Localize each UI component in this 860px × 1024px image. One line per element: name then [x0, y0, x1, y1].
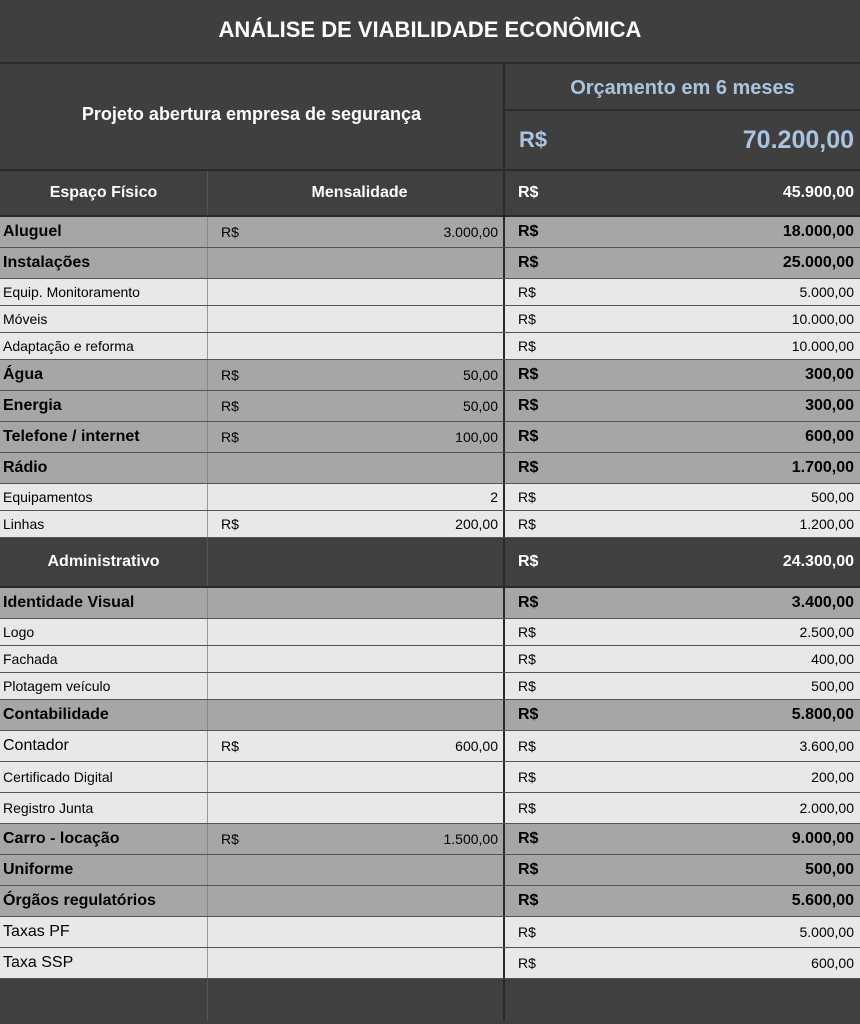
table-row	[0, 948, 860, 979]
table-row	[0, 306, 860, 333]
monthly-cell[interactable]	[208, 484, 505, 510]
item-label[interactable]: Certificado Digital	[0, 762, 208, 792]
total-value: 9.000,00	[791, 830, 854, 847]
cell[interactable]	[208, 979, 505, 1021]
monthly-cell[interactable]	[208, 731, 505, 761]
item-label[interactable]: Móveis	[0, 306, 208, 332]
table-row	[0, 248, 860, 279]
item-label[interactable]: Carro - locação	[0, 824, 208, 854]
table-row	[0, 700, 860, 731]
table-row	[0, 762, 860, 793]
total-value: 3.400,00	[791, 594, 854, 611]
total-cell[interactable]	[505, 917, 860, 947]
section-label[interactable]: Espaço Físico	[0, 171, 208, 215]
monthly-cell[interactable]	[208, 646, 505, 672]
total-value: 5.600,00	[791, 892, 854, 909]
monthly-currency: R$	[221, 224, 239, 240]
monthly-cell[interactable]	[208, 306, 505, 332]
table-row	[0, 279, 860, 306]
sheet-title: ANÁLISE DE VIABILIDADE ECONÔMICA	[0, 0, 860, 64]
table-row	[0, 588, 860, 619]
item-label[interactable]: Adaptação e reforma	[0, 333, 208, 359]
total-cell[interactable]	[505, 700, 860, 730]
table-row	[0, 855, 860, 886]
monthly-value: 200,00	[455, 516, 498, 532]
item-label[interactable]: Equipamentos	[0, 484, 208, 510]
monthly-cell[interactable]	[208, 588, 505, 618]
total-cell[interactable]	[505, 731, 860, 761]
monthly-cell[interactable]	[208, 422, 505, 452]
total-currency: R$	[518, 800, 536, 816]
total-currency: R$	[518, 594, 539, 611]
cell[interactable]	[505, 979, 860, 1021]
monthly-currency: R$	[221, 398, 239, 414]
project-title[interactable]: Projeto abertura empresa de segurança	[0, 64, 505, 169]
monthly-cell[interactable]	[208, 619, 505, 645]
item-label[interactable]: Plotagem veículo	[0, 673, 208, 699]
monthly-value: 100,00	[455, 429, 498, 445]
monthly-cell[interactable]	[208, 948, 505, 978]
total-currency: R$	[518, 892, 539, 909]
column-header-label: Mensalidade	[311, 184, 408, 201]
total-value: 5.000,00	[799, 284, 854, 300]
total-cell[interactable]	[505, 886, 860, 916]
total-currency: R$	[518, 769, 536, 785]
monthly-cell[interactable]	[208, 248, 505, 278]
monthly-value: 3.000,00	[443, 224, 498, 240]
section-total-cell[interactable]	[505, 171, 860, 215]
item-label[interactable]: Contador	[0, 731, 208, 761]
table-row	[0, 619, 860, 646]
table-row	[0, 886, 860, 917]
total-currency: R$	[518, 516, 536, 532]
monthly-cell[interactable]	[208, 511, 505, 537]
item-label[interactable]: Órgãos regulatórios	[0, 886, 208, 916]
total-currency: R$	[518, 428, 539, 445]
monthly-cell[interactable]	[208, 855, 505, 885]
section-total-currency: R$	[518, 553, 539, 570]
total-cell[interactable]	[505, 855, 860, 885]
total-currency: R$	[518, 338, 536, 354]
table-row	[0, 217, 860, 248]
total-currency: R$	[518, 311, 536, 327]
budget-currency: R$	[519, 127, 548, 152]
total-value: 1.200,00	[799, 516, 854, 532]
item-label[interactable]: Instalações	[0, 248, 208, 278]
item-label[interactable]: Água	[0, 360, 208, 390]
table-row	[0, 360, 860, 391]
total-cell[interactable]	[505, 217, 860, 247]
monthly-cell[interactable]	[208, 673, 505, 699]
total-cell[interactable]	[505, 793, 860, 823]
monthly-cell[interactable]	[208, 793, 505, 823]
total-currency: R$	[518, 924, 536, 940]
monthly-cell[interactable]	[208, 917, 505, 947]
total-cell[interactable]	[505, 306, 860, 332]
item-label[interactable]: Contabilidade	[0, 700, 208, 730]
item-label[interactable]: Fachada	[0, 646, 208, 672]
total-cell[interactable]	[505, 646, 860, 672]
budget-value-cell[interactable]	[505, 111, 860, 169]
total-value: 1.700,00	[791, 459, 854, 476]
total-currency: R$	[518, 397, 539, 414]
total-cell[interactable]	[505, 360, 860, 390]
section-label[interactable]: Administrativo	[0, 538, 208, 586]
monthly-value: 600,00	[455, 738, 498, 754]
total-value: 2.500,00	[799, 624, 854, 640]
cell[interactable]	[0, 979, 208, 1021]
table-row	[0, 793, 860, 824]
total-value: 3.600,00	[799, 738, 854, 754]
item-label[interactable]: Aluguel	[0, 217, 208, 247]
total-cell[interactable]	[505, 422, 860, 452]
item-label[interactable]: Taxas PF	[0, 917, 208, 947]
total-cell[interactable]	[505, 391, 860, 421]
section-header-row	[0, 171, 860, 217]
monthly-cell[interactable]	[208, 886, 505, 916]
total-cell[interactable]	[505, 588, 860, 618]
monthly-currency: R$	[221, 738, 239, 754]
total-currency: R$	[518, 284, 536, 300]
section-column-header[interactable]	[208, 538, 505, 586]
table-row	[0, 453, 860, 484]
table-row	[0, 333, 860, 360]
monthly-value: 50,00	[462, 367, 498, 383]
table-row	[0, 484, 860, 511]
total-value: 5.800,00	[791, 706, 854, 723]
total-value: 500,00	[805, 861, 854, 878]
total-cell[interactable]	[505, 948, 860, 978]
monthly-cell[interactable]	[208, 453, 505, 483]
table-row	[0, 422, 860, 453]
total-cell[interactable]	[505, 824, 860, 854]
monthly-cell[interactable]	[208, 762, 505, 792]
monthly-cell[interactable]	[208, 217, 505, 247]
monthly-cell[interactable]	[208, 279, 505, 305]
total-value: 600,00	[811, 955, 854, 971]
item-label[interactable]: Registro Junta	[0, 793, 208, 823]
table-body	[0, 171, 860, 979]
budget-panel	[505, 64, 860, 169]
total-value: 300,00	[805, 397, 854, 414]
item-label[interactable]: Energia	[0, 391, 208, 421]
total-value: 500,00	[811, 489, 854, 505]
table-row	[0, 646, 860, 673]
total-value: 10.000,00	[791, 311, 854, 327]
total-cell[interactable]	[505, 248, 860, 278]
budget-amount: 70.200,00	[742, 125, 854, 154]
total-cell[interactable]	[505, 762, 860, 792]
total-currency: R$	[518, 366, 539, 383]
total-currency: R$	[518, 861, 539, 878]
total-currency: R$	[518, 254, 539, 271]
total-value: 10.000,00	[791, 338, 854, 354]
table-row	[0, 673, 860, 700]
total-value: 25.000,00	[782, 254, 854, 271]
item-label[interactable]: Identidade Visual	[0, 588, 208, 618]
table-row	[0, 917, 860, 948]
total-currency: R$	[518, 651, 536, 667]
total-cell[interactable]	[505, 333, 860, 359]
table-row	[0, 391, 860, 422]
total-value: 2.000,00	[799, 800, 854, 816]
item-label[interactable]: Uniforme	[0, 855, 208, 885]
table-footer-row	[0, 979, 860, 1021]
total-cell[interactable]	[505, 453, 860, 483]
monthly-cell[interactable]	[208, 333, 505, 359]
total-value: 18.000,00	[782, 223, 854, 240]
table-row	[0, 824, 860, 855]
section-total-currency: R$	[518, 184, 539, 201]
item-label[interactable]: Logo	[0, 619, 208, 645]
total-value: 5.000,00	[799, 924, 854, 940]
header-block	[0, 64, 860, 171]
total-currency: R$	[518, 223, 539, 240]
monthly-cell[interactable]	[208, 700, 505, 730]
section-total-value: 45.900,00	[782, 184, 854, 201]
section-total-cell[interactable]	[505, 538, 860, 586]
monthly-cell[interactable]	[208, 391, 505, 421]
monthly-currency: R$	[221, 429, 239, 445]
total-value: 400,00	[811, 651, 854, 667]
monthly-value: 2	[490, 489, 498, 505]
total-currency: R$	[518, 678, 536, 694]
item-label[interactable]: Telefone / internet	[0, 422, 208, 452]
item-label[interactable]: Taxa SSP	[0, 948, 208, 978]
total-cell[interactable]	[505, 279, 860, 305]
total-currency: R$	[518, 459, 539, 476]
total-cell[interactable]	[505, 484, 860, 510]
monthly-value: 50,00	[462, 398, 498, 414]
monthly-cell[interactable]	[208, 824, 505, 854]
monthly-value: 1.500,00	[443, 831, 498, 847]
section-column-header[interactable]	[208, 171, 505, 215]
total-cell[interactable]	[505, 511, 860, 537]
total-value: 200,00	[811, 769, 854, 785]
total-currency: R$	[518, 706, 539, 723]
total-cell[interactable]	[505, 619, 860, 645]
monthly-cell[interactable]	[208, 360, 505, 390]
item-label[interactable]: Rádio	[0, 453, 208, 483]
item-label[interactable]: Equip. Monitoramento	[0, 279, 208, 305]
total-value: 300,00	[805, 366, 854, 383]
total-currency: R$	[518, 830, 539, 847]
section-header-row	[0, 538, 860, 588]
total-cell[interactable]	[505, 673, 860, 699]
table-row	[0, 731, 860, 762]
monthly-currency: R$	[221, 516, 239, 532]
total-currency: R$	[518, 489, 536, 505]
total-currency: R$	[518, 955, 536, 971]
table-row	[0, 511, 860, 538]
monthly-currency: R$	[221, 831, 239, 847]
monthly-currency: R$	[221, 367, 239, 383]
item-label[interactable]: Linhas	[0, 511, 208, 537]
budget-label[interactable]: Orçamento em 6 meses	[505, 64, 860, 111]
total-value: 600,00	[805, 428, 854, 445]
section-total-value: 24.300,00	[782, 553, 854, 570]
total-currency: R$	[518, 624, 536, 640]
total-value: 500,00	[811, 678, 854, 694]
total-currency: R$	[518, 738, 536, 754]
